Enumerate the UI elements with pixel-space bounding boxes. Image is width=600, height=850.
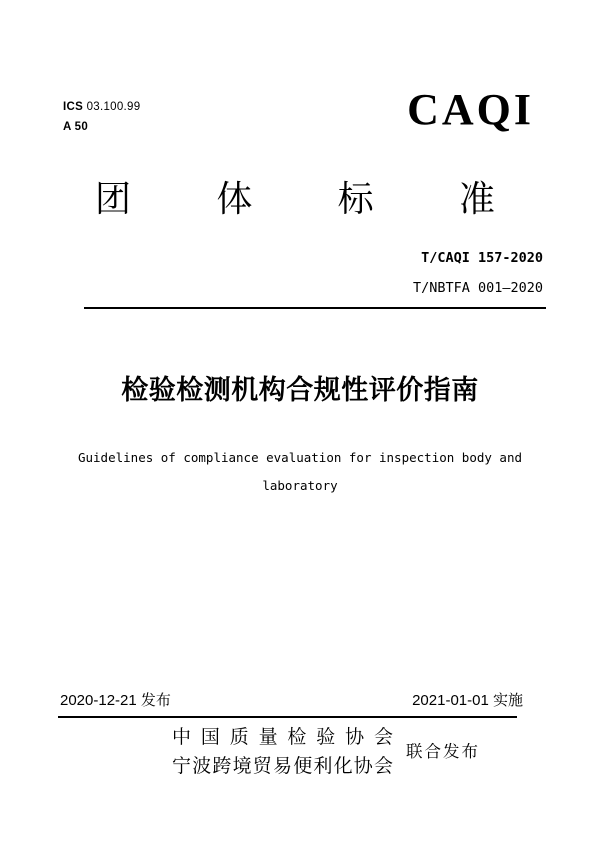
standard-numbers <box>413 243 543 303</box>
implementation-date: 2021-01-01 实施 <box>412 692 523 709</box>
ics-line <box>63 97 140 117</box>
dates-row <box>60 691 523 711</box>
document-title-en-line1: Guidelines of compliance evaluation for inspection body and <box>77 450 522 465</box>
document-title-zh: 检验检测机构合规性评价指南 <box>121 375 479 405</box>
divider-bottom <box>58 716 517 718</box>
caqi-logo: CAQI <box>407 85 534 134</box>
ics-code: 03.100.99 <box>86 101 141 113</box>
standard-number-secondary: T/NBTFA 001—2020 <box>412 280 543 296</box>
standard-type-heading: 团体标准 <box>95 179 495 219</box>
issue-date: 2020-12-21 发布 <box>60 692 171 709</box>
divider-top <box>84 307 546 309</box>
ics-label: ICS <box>63 101 84 113</box>
document-title-en-line2: laboratory <box>262 478 338 493</box>
doc-classification: A 50 <box>63 121 89 133</box>
standard-number-primary: T/CAQI 157-2020 <box>421 250 543 266</box>
ics-block <box>63 97 140 137</box>
joint-release-label: 联合发布 <box>406 742 480 761</box>
publisher-secondary: 宁波跨境贸易便利化协会 <box>172 756 393 777</box>
publisher-primary: 中国质量检验协会 <box>172 727 393 748</box>
document-title-en <box>0 444 600 500</box>
